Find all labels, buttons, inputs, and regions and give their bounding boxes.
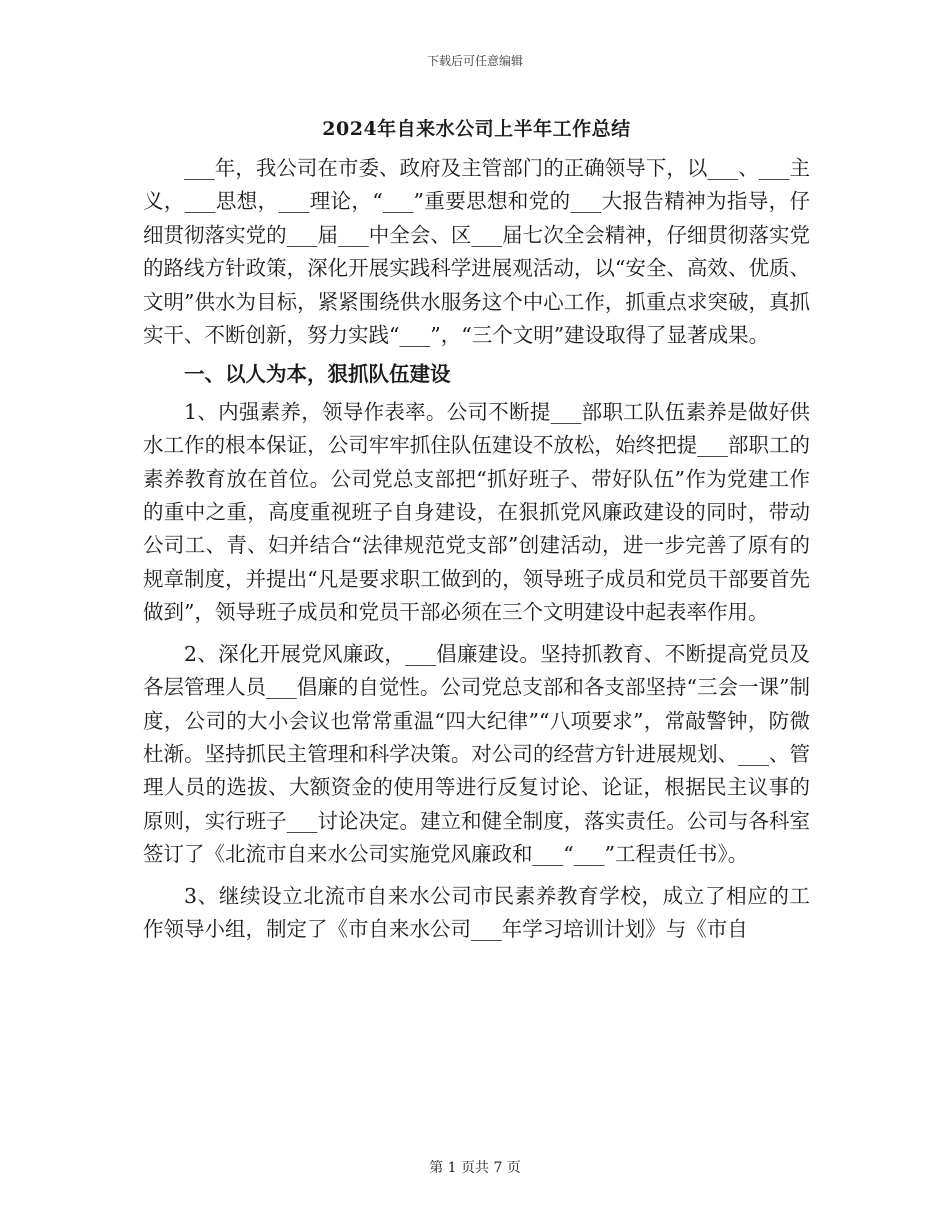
page-number: 第 1 页共 7 页 — [429, 1160, 521, 1176]
body-paragraph-2: 2、深化开展党风廉政，___倡廉建设。坚持抓教育、不断提高党员及各层管理人员___倡廉的自觉性。公司党总支部和各支部坚持“三会一课”制度，公司的大小会议也常常重温“四大纪律”“八项要求”，常敲警钟，防微杜渐。坚持抓民主管理和科学决策。对公司的经营方针进展规划、___、管理人员的选拔、大额资金的使用等进行反复讨论、论证，根据民主议事的原则，实行班子___讨论决定。建立和健全制度，落实责任。公司与各科室签订了《北流市自来水公司实施党风廉政和___“___”工程责任书》。 — [143, 641, 810, 867]
section-heading: 一、以人为本，狠抓队伍建设 — [184, 362, 451, 387]
document-title: 2024年自来水公司上半年工作总结 — [322, 118, 631, 140]
body-paragraph-1: 1、内强素养，领导作表率。公司不断提___部职工队伍素养是做好供水工作的根本保证，公司牢牢抓住队伍建设不放松，始终把提___部职工的素养教育放在首位。公司党总支部把“抓好班子、带好队伍”作为党建工作的重中之重，高度重视班子自身建设，在狠抓党风廉政建设的同时，带动公司工、青、妇并结合“法律规范党支部”创建活动，进一步完善了原有的规章制度，并提出“凡是要求职工做到的，领导班子成员和党员干部要首先做到”，领导班子成员和党员干部必须在三个文明建设中起表率作用。 — [143, 399, 810, 625]
document-body — [143, 112, 810, 946]
body-paragraph-3: 3、继续设立北流市自来水公司市民素养教育学校，成立了相应的工作领导小组，制定了《市自来水公司___年学习培训计划》与《市自 — [143, 883, 810, 941]
page-header: 下载后可任意编辑 — [426, 54, 523, 68]
intro-paragraph: ___年，我公司在市委、政府及主管部门的正确领导下，以___、___主义，___思想，___理论，“___”重要思想和党的___大报告精神为指导，仔细贯彻落实党的___届___中全会、区___届七次全会精神，仔细贯彻落实党的路线方针政策，深化开展实践科学进展观活动，以“安全、高效、优质、文明”供水为目标，紧紧围绕供水服务这个中心工作，抓重点求突破，真抓实干、不断创新，努力实践“___”，“三个文明”建设取得了显著成果。 — [143, 156, 810, 348]
